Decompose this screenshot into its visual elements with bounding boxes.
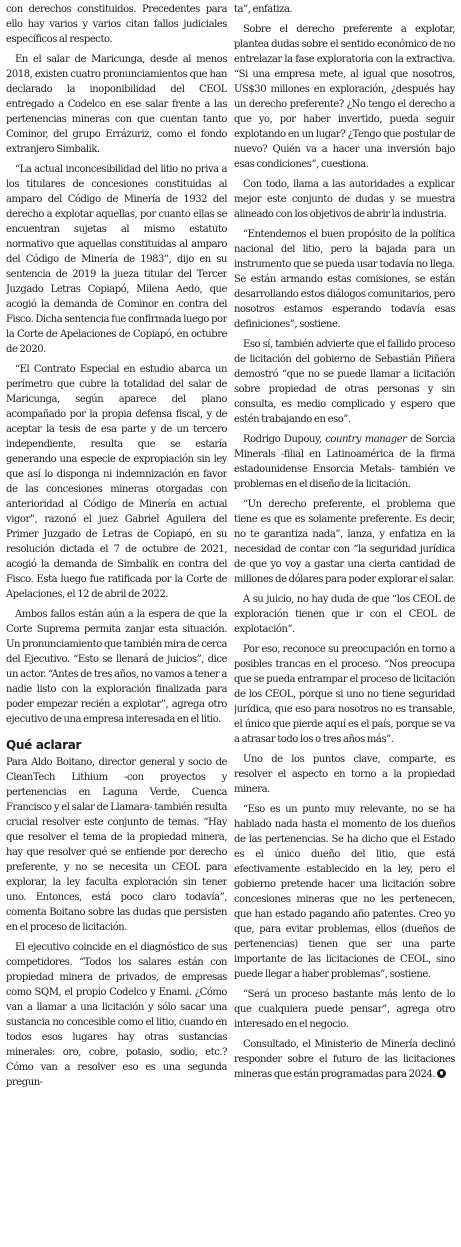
paragraph: El ejecutivo coincide en el diagnóstico de sus competidores. “Todos los salares están con propiedad minera de privados, de empresas como SQM, el propio Codelco y Enami. ¿Cómo van a llamar a una licitación y sólo sacar una sustancia no concesible como el litio, cuando en todos esos lugares hay otras sustancias minerales: oro, cobre, potasio, sodio, etc.? Cómo van a resolver eso es una segunda pregun- [6, 942, 227, 1088]
paragraph: En el salar de Maricunga, desde al menos 2018, existen cuatro pronunciamientos que han declarado la inoponibilidad del CEOL entregado a Codelco en ese salar frente a las pertenencias mineras con que cuentan tanto Cominor, del grupo Errázuriz, como el fondo extranjero Simbalik. [6, 54, 227, 155]
paragraph: Con todo, llama a las autoridades a explicar mejor este conjunto de dudas y se muestra alineado con los objetivos de abrir la industria. [234, 179, 455, 220]
article-end-icon [437, 1069, 446, 1078]
paragraph: A su juicio, no hay duda de que “los CEOL de exploración tienen que ir con el CEOL de explotación”. [234, 594, 455, 635]
paragraph: “Será un proceso bastante más lento de lo que cualquiera puede pensar”, agrega otro interesado en el negocio. [234, 989, 455, 1030]
paragraph: Para Aldo Boitano, director general y socio de CleanTech Lithium -con proyectos y pertenencias en Laguna Verde, Cuenca Francisco y el salar de Llamara- también resulta crucial resolver este conjunto de temas. “Hay que resolver el tema de la propiedad minera, hay que resolver qué se entiende por derecho preferente, y no se necesita un CEOL para explorar, la ley faculta exploración sin tener uno. Entonces, está poco claro todavía”, comenta Boitano sobre las dudas que persisten en el proceso de licitación. [6, 757, 227, 933]
paragraph: “Eso es un punto muy relevante, no se ha hablado nada hasta el momento de los dueños de las pertenencias. Se ha dicho que el Estado es el único dueño del litio, que está efectivamente establecido en la ley, pero el gobierno pretende hacer una licitación sobre concesiones mineras que no les pertenecen, que han estado pagando año patentes. Creo yo que, para evitar problemas, ellos (dueños de pertenencias) tienen que ser una parte importante de las licitaciones de CEOL, sino puede llegar a haber problemas”, sostiene. [234, 804, 455, 980]
paragraph: Uno de los puntos clave, comparte, es resolver el aspecto en torno a la propiedad minera. [234, 754, 455, 795]
paragraph-text: de Sorcia Minerals -filial en Latinoamérica de la firma estadounidense Ensorcia Metals- también ve problemas en el diseño de la licitación. [234, 434, 455, 490]
left-column [6, 2, 227, 1247]
paragraph-text: Consultado, el Ministerio de Minería declinó responder sobre el futuro de las licitaciones mineras que están programadas para 2024. [234, 1039, 455, 1080]
person-name: Rodrigo Dupouy, [243, 434, 326, 445]
section-subhead: Qué aclarar [6, 738, 82, 752]
paragraph: ta”, enfatiza. [234, 4, 293, 15]
paragraph: “La actual inconcesibilidad del litio no priva a los titulares de concesiones constituidas al amparo del Código de Minería de 1932 del derecho a explotar aquellas, por cuanto ellas se encuentran sujetas al mismo estatuto normativo que aquellas constituidas al amparo del Código de Minería de 1983”, dijo en su sentencia de 2019 la jueza titular del Tercer Juzgado Letras Copiapó, Milena Aedo, que acogió la demanda de Cominor en contra del Fisco. Dicha sentencia fue confirmada luego por la Corte de Apelaciones de Copiapó, en octubre de 2020. [6, 164, 227, 355]
paragraph: Por eso, reconoce su preocupación en torno a posibles trancas en el proceso. “Nos preocupa que se pueda entrampar el proceso de licitación de los CEOL, porque si uno no tiene seguridad jurídica, que eso para nosotros no es transable, el único que pierde aquí es el país, porque se va a atrasar todo los o tres años más”. [234, 644, 455, 745]
job-title-italic: country manager [325, 434, 407, 445]
paragraph: Sobre el derecho preferente a explotar, plantea dudas sobre el sentido económico de no entrelazar la fase exploratoria con la extractiva. “Si una empresa mete, al igual que nosotros, US$30 millones en exploración, ¿después hay un derecho preferente? ¿No tengo el derecho a que yo, por haber invertido, pueda seguir explotando en un lugar? ¿Tengo que postular de nuevo? Quién va a hacer una inversión bajo esas condiciones”, cuestiona. [234, 24, 455, 170]
paragraph [234, 432, 455, 492]
right-column [234, 2, 455, 1247]
paragraph: Eso sí, también advierte que el fallido proceso de licitación del gobierno de Sebastián Piñera demostró “que no se puede llamar a licitación sobre propiedad de otras personas y sin consulta, es medio complicado y espero que estén trabajando en eso”. [234, 339, 455, 425]
paragraph [234, 1037, 455, 1082]
paragraph: “Entendemos el buen propósito de la política nacional del litio, pero la bajada para un instrumento que se pueda usar todavía no llega. Se están armando estas comisiones, se están desarrollando estos diálogos comunitarios, pero nosotros estamos esperando todavía esas definiciones”, sostiene. [234, 229, 455, 330]
paragraph: “El Contrato Especial en estudio abarca un perímetro que cubre la totalidad del salar de Maricunga, según aparece del plano acompañado por la propia defensa fiscal, y de aceptar la tesis de esa parte y de un tercero independiente, resulta que se estaría generando una especie de expropiación sin ley que así lo disponga ni indemnización en favor de las concesiones mineras otorgadas con anterioridad al Código de Minería en actual vigor”, razonó el juez Gabriel Aguilera del Primer Juzgado de Letras de Copiapó, en su resolución dictada el 7 de octubre de 2021, acogió la demanda de Simbalik en contra del Fisco. Esta luego fue ratificada por la Corte de Apelaciones, el 12 de abril de 2022. [6, 364, 227, 600]
paragraph: Ambos fallos están aún a la espera de que la Corte Suprema permita zanjar esta situación. Un pronunciamiento que también mira de cerca del Ejecutivo. “Esto se llenará de juicios”, dice un actor. “Antes de tres años, no vamos a tener a nadie listo con la exploración finalizada para poder empezar recién a explotar”, agrega otro ejecutivo de una empresa interesada en el litio. [6, 609, 227, 725]
paragraph: con derechos constituidos. Precedentes para ello hay varios y varios citan fallos judiciales específicos al respecto. [6, 4, 227, 45]
paragraph: “Un derecho preferente, el problema que tiene es que es solamente preferente. Es decir, no te garantiza nada”, lanza, y enfatiza en la necesidad de contar con “la seguridad jurídica de que yo voy a gastar una cierta cantidad de millones de dólares para poder explorar el salar. [234, 499, 455, 585]
